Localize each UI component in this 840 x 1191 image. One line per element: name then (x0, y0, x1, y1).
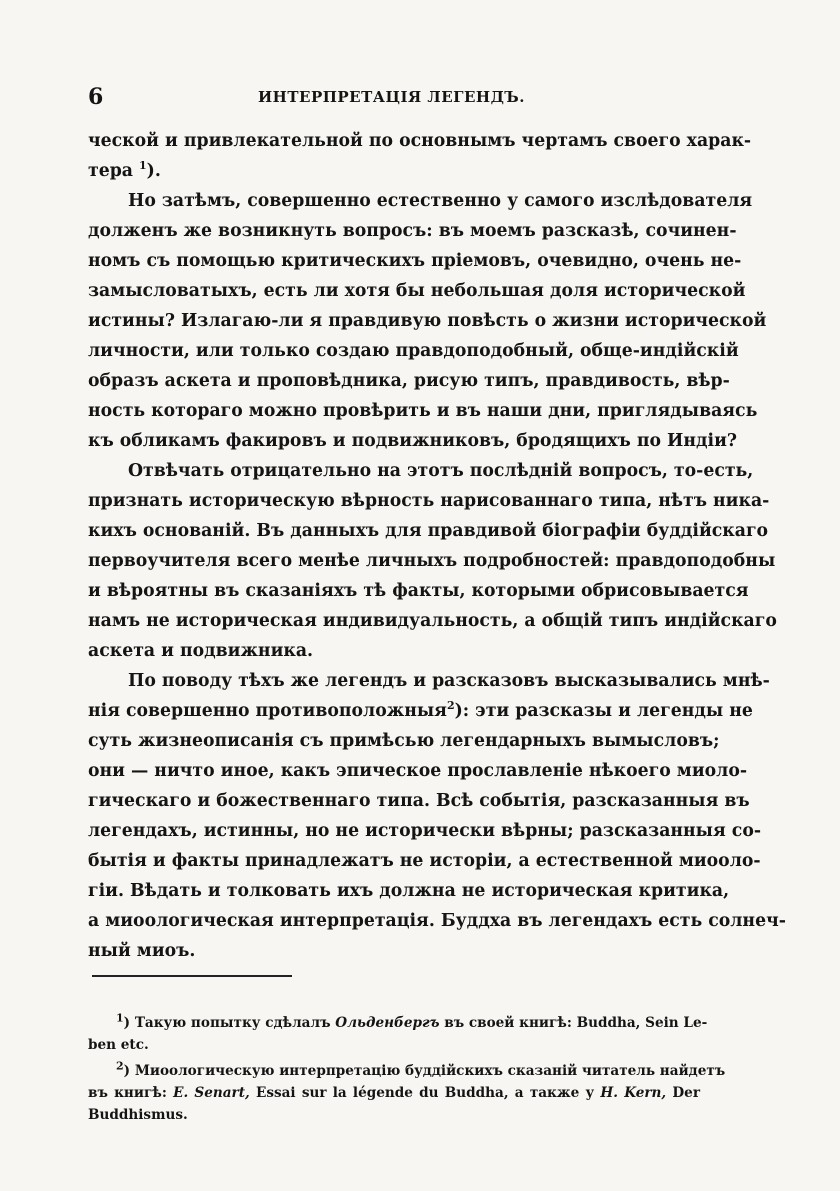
text-line: замысловатыхъ, есть ли хотя бы небольшая доля исторической (88, 281, 746, 301)
text-fragment: въ своей книгѣ: Buddha, Sein Le- (439, 1015, 708, 1031)
text-line: гіи. Вѣдать и толковать ихъ должна не историческая критика, (88, 881, 730, 901)
text-line: легендахъ, истинны, но не исторически вѣрны; разсказанныя со- (88, 821, 762, 841)
text-line: образъ аскета и проповѣдника, рисую типъ, правдивость, вѣр- (88, 371, 730, 391)
footnote-line: Buddhismus. (88, 1107, 188, 1123)
text-fragment: ) Такую попытку сдѣлалъ (123, 1015, 336, 1031)
main-text (88, 126, 786, 966)
text-line (88, 156, 694, 186)
text-fragment: Essai sur la légende du Buddha, а также у (249, 1085, 601, 1101)
text-line: По поводу тѣхъ же легендъ и разсказовъ высказывались мнѣ- (128, 671, 770, 691)
text-line: первоучителя всего менѣе личныхъ подробностей: правдоподобны (88, 551, 776, 571)
text-fragment: ). (146, 161, 161, 181)
text-line: долженъ же возникнуть вопросъ: въ моемъ разсказѣ, сочинен- (88, 221, 737, 241)
footnote-1 (88, 1011, 708, 1056)
footnote-line (88, 1059, 726, 1082)
text-line: ный миоъ. (88, 941, 196, 961)
text-line: бытія и факты принадлежатъ не исторіи, а естественной миоолo- (88, 851, 761, 871)
paragraph-2 (88, 186, 767, 456)
footnote-marker: 2 (116, 1059, 124, 1073)
text-fragment: тера (88, 161, 133, 181)
text-line: намъ не историческая индивидуальность, а общій типъ индійскаго (88, 611, 777, 631)
paragraph-1 (88, 126, 752, 186)
text-line: ческой и привлекательной по основнымъ чертамъ своего харак- (88, 131, 752, 151)
author-name: H. Kern, (600, 1085, 667, 1101)
text-line: кихъ основаній. Въ данныхъ для правдивой біографіи буддійскаго (88, 521, 769, 541)
text-line: Но затѣмъ, совершенно естественно у самого изслѣдователя (128, 191, 753, 211)
page-number: 6 (88, 84, 104, 110)
text-line: Отвѣчать отрицательно на этотъ послѣдній вопросъ, то-есть, (128, 461, 754, 481)
running-title: ИНТЕРПРЕТАЦІЯ ЛЕГЕНДЪ. (258, 88, 526, 106)
page-header (88, 84, 700, 110)
text-line: они — ничто иное, какъ эпическое прославленіе нѣкоего миоло- (88, 761, 748, 781)
paragraph-3 (88, 456, 777, 666)
footnote-2 (88, 1059, 726, 1126)
text-line: признать историческую вѣрность нарисованнаго типа, нѣтъ ника- (88, 491, 770, 511)
text-line: номъ съ помощью критическихъ пріемовъ, очевидно, очень не- (88, 251, 742, 271)
text-fragment: ) Миоологическую интерпретацію буддійскихъ сказаній читатель найдетъ (123, 1063, 726, 1079)
text-line: ность котораго можно провѣрить и въ наши дни, приглядываясь (88, 401, 758, 421)
footnote-ref: 1 (139, 159, 147, 173)
text-line: гическаго и божественнаго типа. Всѣ событія, разсказанныя въ (88, 791, 750, 811)
text-fragment: ): эти разсказы и легенды не (454, 701, 753, 721)
author-name: Ольденбергъ (335, 1015, 440, 1031)
footnotes (88, 1011, 726, 1130)
footnote-marker: 1 (116, 1011, 124, 1025)
footnote-line (88, 1082, 700, 1104)
footnote-line (88, 1011, 708, 1034)
text-line: а миоологическая интерпретація. Буддха въ легендахъ есть солнеч- (88, 911, 786, 931)
text-line: аскета и подвижника. (88, 641, 314, 661)
text-line: суть жизнеописанія съ примѣсью легендарныхъ вымысловъ; (88, 731, 720, 751)
text-line: истины? Излагаю-ли я правдивую повѣсть о жизни исторической (88, 311, 767, 331)
text-fragment: Der (666, 1085, 700, 1101)
text-fragment: въ книгѣ: (88, 1085, 174, 1101)
author-name: E. Senart, (173, 1085, 250, 1101)
text-line: къ обликамъ факировъ и подвижниковъ, бродящихъ по Индіи? (88, 431, 738, 451)
footnote-divider (92, 975, 292, 977)
footnote-line: ben etc. (88, 1037, 149, 1053)
paragraph-4 (88, 666, 786, 966)
text-line: личности, или только создаю правдоподобный, обще-индійскій (88, 341, 739, 361)
text-line (88, 696, 753, 726)
footnote-ref: 2 (446, 699, 455, 713)
text-line: и вѣроятны въ сказаніяхъ тѣ факты, которыми обрисовывается (88, 581, 749, 601)
text-fragment: нія совершенно противоположныя (88, 701, 447, 721)
